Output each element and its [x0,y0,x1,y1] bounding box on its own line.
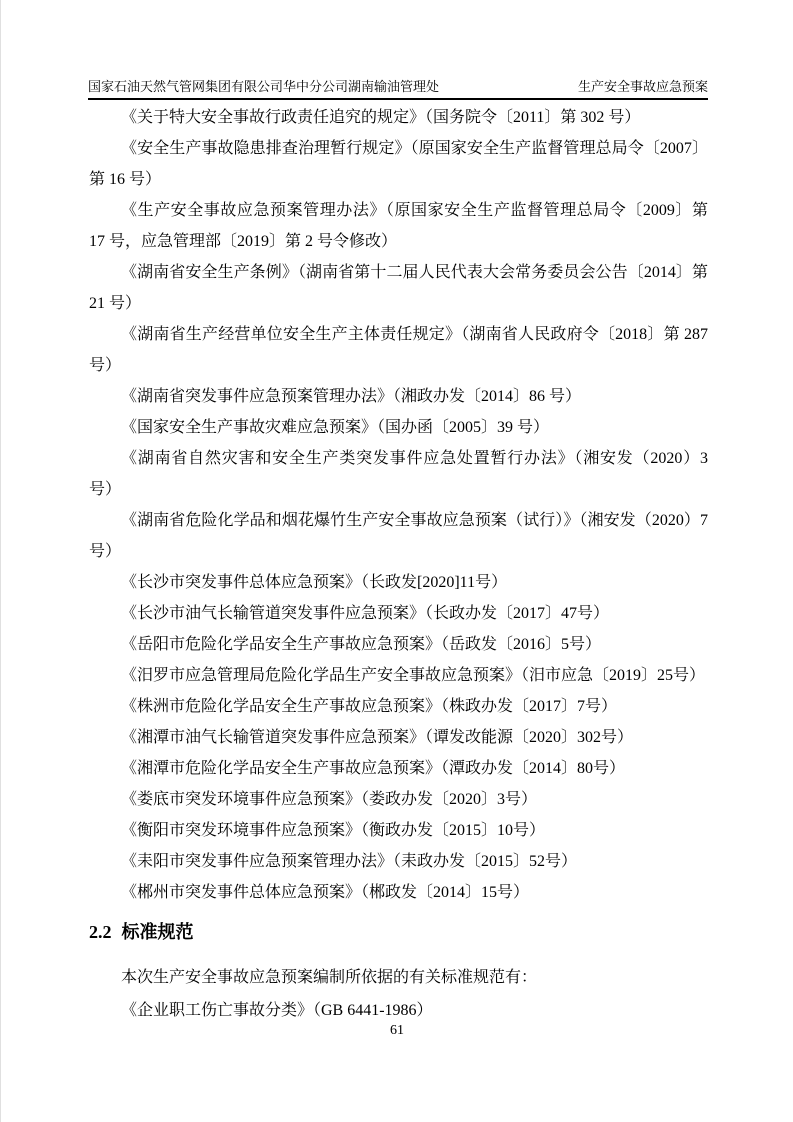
standards-section [89,961,708,1027]
paragraph: 《长沙市突发事件总体应急预案》（长政发[2020]11号） [121,574,508,591]
paragraph: 《衡阳市突发环境事件应急预案》（衡政办发〔2015〕10号） [121,822,546,839]
paragraph: 《企业职工伤亡事故分类》（GB 6441-1986） [121,1001,433,1019]
section-title: 标准规范 [121,922,194,942]
paragraph: 《湖南省安全生产条例》（湖南省第十二届人民代表大会常务委员会公告〔2014〕第 21 号） [89,264,708,312]
paragraph: 《湖南省生产经营单位安全生产主体责任规定》（湖南省人民政府令〔2018〕第 287 号） [89,326,708,374]
paragraph: 《湖南省突发事件应急预案管理办法》（湘政办发〔2014〕86 号） [121,388,582,405]
paragraph: 《汨罗市应急管理局危险化学品生产安全事故应急预案》（汨市应急〔2019〕25号） [121,667,706,684]
paragraph: 《湖南省危险化学品和烟花爆竹生产安全事故应急预案（试行）》（湘安发（2020）7号） [89,512,708,560]
paragraph: 《耒阳市突发事件应急预案管理办法》（耒政办发〔2015〕52号） [121,853,578,870]
paragraph: 《长沙市油气长输管道突发事件应急预案》（长政办发〔2017〕47号） [121,605,610,622]
section-heading [89,918,708,946]
page-number: 61 [390,1023,404,1038]
paragraph: 《娄底市突发环境事件应急预案》（娄政办发〔2020〕3号） [121,791,538,808]
paragraph: 《安全生产事故隐患排查治理暂行规定》（原国家安全生产监督管理总局令〔2007〕第 16 号） [89,140,708,188]
header-left-title: 国家石油天然气管网集团有限公司华中分公司湖南输油管理处 [88,79,440,94]
paragraph: 《国家安全生产事故灾难应急预案》（国办函〔2005〕39 号） [121,419,550,436]
standards-intro: 本次生产安全事故应急预案编制所依据的有关标准规范有： [121,968,538,986]
page-footer [1,1022,793,1040]
paragraph: 《湘潭市危险化学品安全生产事故应急预案》（潭政办发〔2014〕80号） [121,760,626,777]
paragraph: 《关于特大安全事故行政责任追究的规定》（国务院令〔2011〕第 302 号） [121,109,641,126]
paragraph: 《岳阳市危险化学品安全生产事故应急预案》（岳政发〔2016〕5号） [121,636,602,653]
paragraph: 《郴州市突发事件总体应急预案》（郴政发〔2014〕15号） [121,884,530,901]
document-body [89,102,708,1027]
paragraph: 《湖南省自然灾害和安全生产类突发事件应急处置暂行办法》（湘安发（2020）3 号） [89,450,708,498]
regulations-list [89,102,708,908]
page-header [88,79,708,100]
paragraph: 《生产安全事故应急预案管理办法》（原国家安全生产监督管理总局令〔2009〕第 17 号，应急管理部〔2019〕第 2 号令修改） [89,202,708,250]
section-number: 2.2 [89,922,112,942]
paragraph: 《株洲市危险化学品安全生产事故应急预案》（株政办发〔2017〕7号） [121,698,618,715]
header-right-title: 生产安全事故应急预案 [577,79,708,94]
paragraph: 《湘潭市油气长输管道突发事件应急预案》（谭发改能源〔2020〕302号） [121,729,634,746]
